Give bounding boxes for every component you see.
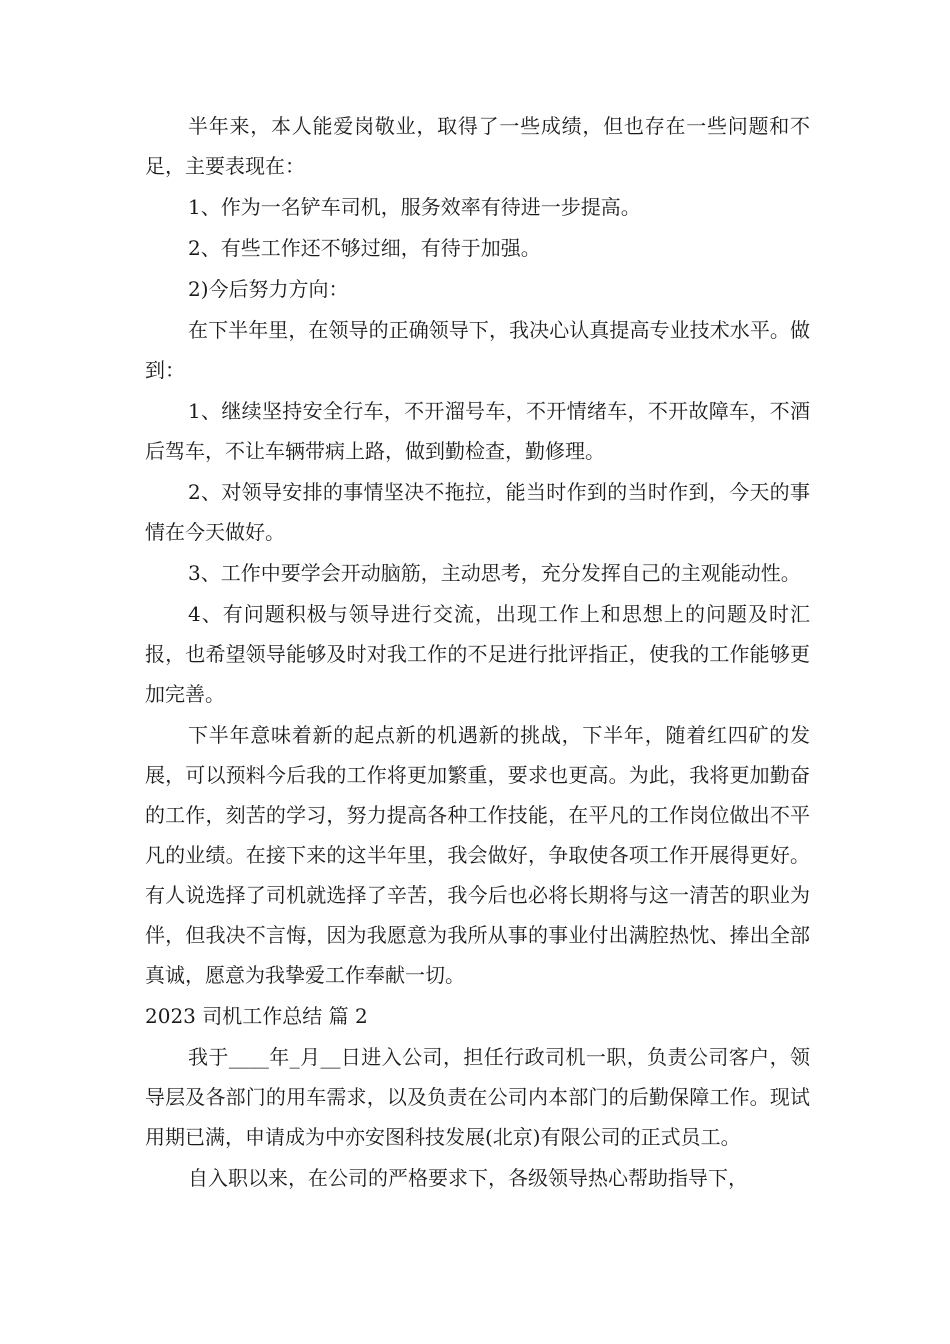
paragraph-item-1: 1、作为一名铲车司机，服务效率有待进一步提高。 (188, 195, 641, 219)
paragraph-plan-4: 4、有问题积极与领导进行交流，出现工作上和思想上的问题及时汇报，也希望领导能够及时对我工作的不足进行批评指正，使我的工作能够更加完善。 (145, 602, 810, 706)
paragraph-plan-3: 3、工作中要学会开动脑筋，主动思考，充分发挥自己的主观能动性。 (188, 561, 801, 585)
paragraph-direction-title: 2)今后努力方向： (188, 277, 349, 301)
section-heading: 2023 司机工作总结 篇 2 (145, 1004, 368, 1028)
paragraph-section2-body: 自入职以来，在公司的严格要求下，各级领导热心帮助指导下， (188, 1166, 748, 1190)
paragraph-plan-2: 2、对领导安排的事情坚决不拖拉，能当时作到的当时作到，今天的事情在今天做好。 (145, 480, 810, 544)
paragraph-intro: 半年来，本人能爱岗敬业，取得了一些成绩，但也存在一些问题和不足，主要表现在： (145, 114, 810, 178)
paragraph-item-2: 2、有些工作还不够过细，有待于加强。 (188, 236, 541, 260)
paragraph-plan-1: 1、继续坚持安全行车，不开溜号车，不开情绪车，不开故障车，不酒后驾车，不让车辆带病上路，做到勤检查，勤修理。 (145, 399, 810, 463)
paragraph-conclusion: 下半年意味着新的起点新的机遇新的挑战，下半年，随着红四矿的发展，可以预料今后我的工作将更加繁重，要求也更高。为此，我将更加勤奋的工作，刻苦的学习，努力提高各种工作技能，在平凡的工作岗位做出不平凡的业绩。在接下来的这半年里，我会做好，争取使各项工作开展得更好。有人说选择了司机就选择了辛苦，我今后也必将长期将与这一清苦的职业为伴，但我决不言悔，因为我愿意为我所从事的事业付出满腔热忱、捧出全部真诚，愿意为我挚爱工作奉献一切。 (145, 723, 810, 987)
paragraph-section2-intro: 我于____年_月__日进入公司，担任行政司机一职，负责公司客户，领导层及各部门的用车需求，以及负责在公司内本部门的后勤保障工作。现试用期已满，申请成为中亦安图科技发展(北京)有限公司的正式员工。 (145, 1045, 810, 1149)
paragraph-plan: 在下半年里，在领导的正确领导下，我决心认真提高专业技术水平。做到： (145, 318, 810, 382)
document-body (145, 106, 810, 1199)
